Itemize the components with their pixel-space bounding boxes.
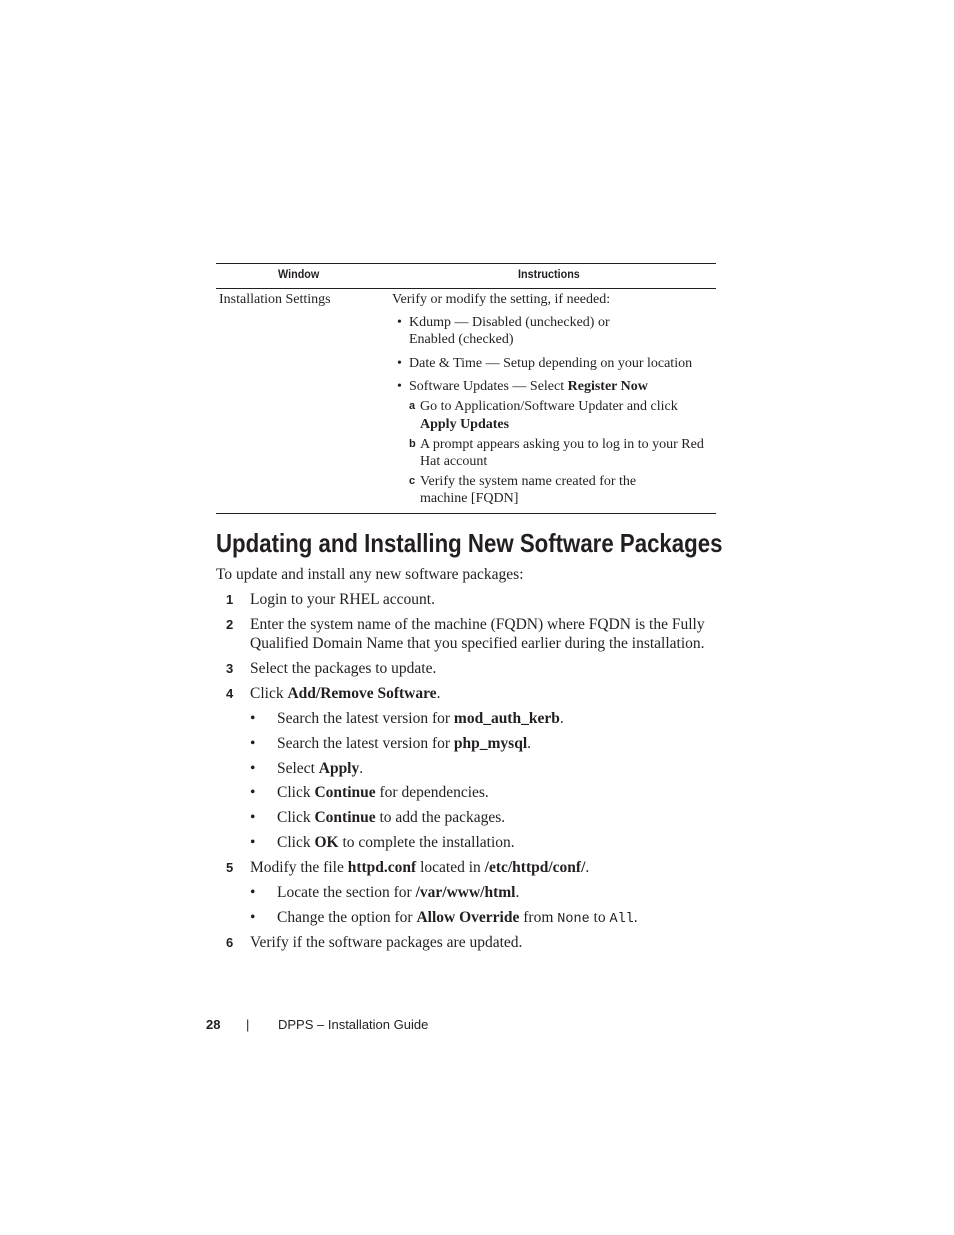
bullet-icon: • [397, 379, 402, 394]
step-number: 2 [226, 617, 234, 632]
list-item: Locate the section for /var/www/html. [277, 884, 520, 901]
bullet-kdump-line2: Enabled (checked) [409, 332, 514, 347]
step-text: Verify if the software packages are updated. [250, 934, 523, 951]
substep-b-line1: A prompt appears asking you to log in to your Red [420, 437, 704, 452]
bullet-icon: • [397, 315, 402, 330]
substep-letter-c: c [409, 475, 416, 487]
bullet-icon: • [250, 909, 256, 926]
column-header-instructions: Instructions [518, 267, 580, 281]
cell-window: Installation Settings [219, 292, 331, 307]
cell-intro: Verify or modify the setting, if needed: [392, 292, 611, 307]
list-item: Search the latest version for mod_auth_kerb. [277, 710, 564, 727]
list-item: Click Continue for dependencies. [277, 784, 489, 801]
bullet-icon: • [250, 710, 256, 727]
step-text: Modify the file httpd.conf located in /etc/httpd/conf/. [250, 859, 590, 876]
substep-a-line1: Go to Application/Software Updater and click [420, 399, 678, 414]
bullet-icon: • [397, 356, 402, 371]
step-text: Select the packages to update. [250, 660, 437, 677]
bullet-icon: • [250, 760, 256, 777]
code-none: None [557, 912, 590, 927]
table-bottom-rule [216, 513, 716, 514]
list-item: Search the latest version for php_mysql. [277, 735, 532, 752]
substep-b-line2: Hat account [420, 454, 488, 469]
section-title: Updating and Installing New Software Packages [216, 528, 723, 558]
step-number: 3 [226, 661, 234, 676]
bullet-icon: • [250, 834, 256, 851]
bullet-icon: • [250, 735, 256, 752]
step-number: 4 [226, 686, 234, 701]
list-item: Click OK to complete the installation. [277, 834, 515, 851]
step-text-line1: Enter the system name of the machine (FQDN) where FQDN is the Fully [250, 616, 705, 633]
bullet-kdump-line1: Kdump — Disabled (unchecked) or [409, 315, 610, 330]
section-intro: To update and install any new software packages: [216, 566, 524, 583]
step-text: Click Add/Remove Software. [250, 685, 441, 702]
step-text-line2: Qualified Domain Name that you specified earlier during the installation. [250, 635, 705, 652]
page-number: 28 [206, 1017, 221, 1032]
step-number: 6 [226, 935, 234, 950]
column-header-window: Window [278, 267, 320, 281]
footer-title: DPPS – Installation Guide [278, 1017, 429, 1032]
bullet-datetime: Date & Time — Setup depending on your location [409, 356, 693, 371]
bullet-icon: • [250, 784, 256, 801]
substep-a-line2: Apply Updates [420, 417, 510, 432]
footer-separator: | [246, 1017, 250, 1032]
list-item: Change the option for Allow Override from None to All. [277, 909, 638, 927]
substep-c-line2: machine [FQDN] [420, 491, 519, 506]
table-header-rule [216, 288, 716, 289]
substep-letter-b: b [409, 438, 416, 450]
list-item: Select Apply. [277, 760, 364, 777]
bullet-software-updates: Software Updates — Select Register Now [409, 379, 648, 394]
step-text: Login to your RHEL account. [250, 591, 435, 608]
list-item: Click Continue to add the packages. [277, 809, 506, 826]
substep-letter-a: a [409, 400, 416, 412]
bullet-icon: • [250, 884, 256, 901]
bullet-icon: • [250, 809, 256, 826]
code-all: All [609, 912, 634, 927]
step-number: 5 [226, 860, 234, 875]
substep-c-line1: Verify the system name created for the [420, 474, 637, 489]
table-top-rule [216, 263, 716, 264]
step-number: 1 [226, 592, 234, 607]
